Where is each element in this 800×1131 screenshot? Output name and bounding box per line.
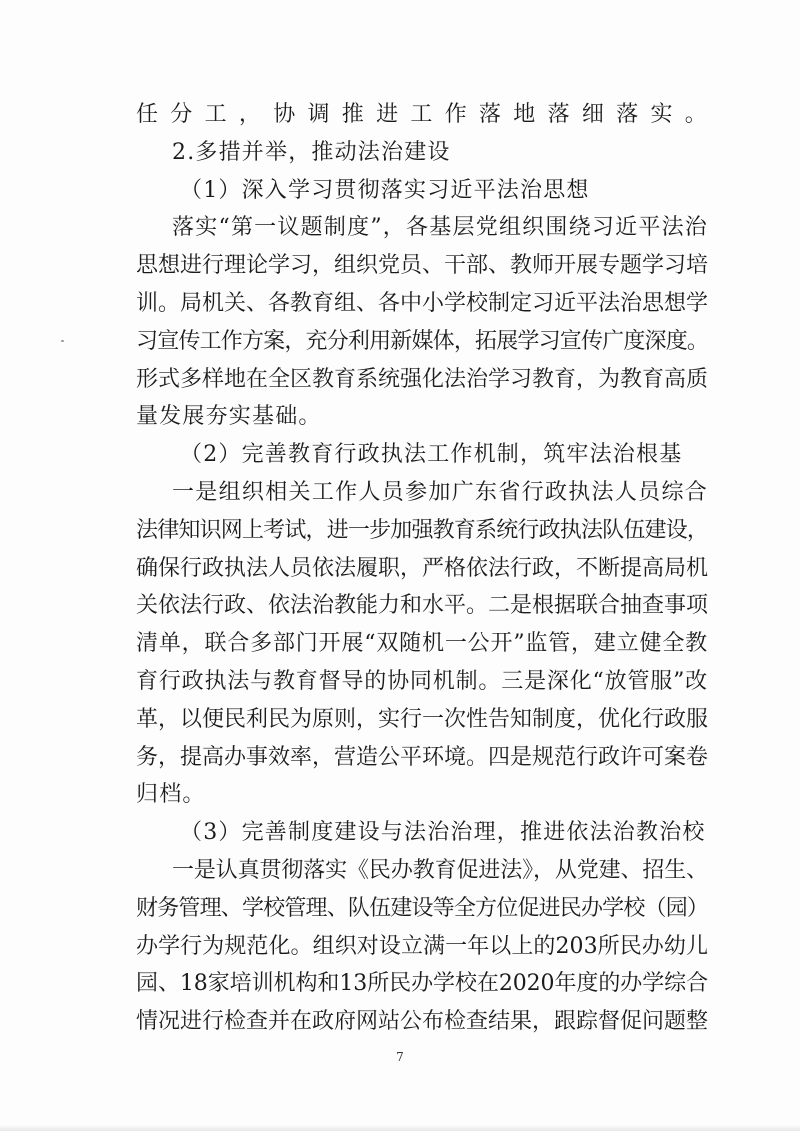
section-heading: [136, 134, 708, 172]
text-line-content: 办学行为规范化。组织对设立满一年以上的203所民办幼儿: [136, 933, 708, 959]
scan-edge: [0, 1124, 800, 1131]
subsection-heading: [136, 436, 708, 474]
text-line-content: 归档。: [136, 782, 206, 808]
document-body: [136, 96, 708, 1041]
text-line: [136, 890, 708, 928]
page-number: 7: [396, 1050, 404, 1064]
text-line-content: 确保行政执法人员依法履职，严格依法行政，不断提高局机: [136, 555, 708, 581]
text-line: [136, 474, 708, 512]
text-line: [136, 625, 708, 663]
text-line-content: 务，提高办事效率，营造公平环境。四是规范行政许可案卷: [136, 744, 708, 770]
text-line: [136, 209, 708, 247]
text-line: [136, 739, 708, 777]
text-line: [136, 928, 708, 966]
text-line-content: 法律知识网上考试，进一步加强教育系统行政执法队伍建设，: [136, 517, 708, 543]
text-line-content: 量发展夯实基础。: [136, 404, 322, 430]
text-line: [136, 587, 708, 625]
text-line-content: 革，以便民利民为原则，实行一次性告知制度，优化行政服: [136, 706, 708, 732]
text-line: [136, 361, 708, 399]
text-line-content: 思想进行理论学习，组织党员、干部、教师开展专题学习培: [136, 253, 708, 279]
text-line-content: 任分工，协调推进工作落地落细落实。: [136, 102, 708, 127]
text-line-content: 关依法行政、依法治教能力和水平。二是根据联合抽查事项: [136, 593, 708, 619]
text-line-content: 育行政执法与教育督导的协同机制。三是深化“放管服”改: [136, 668, 708, 694]
text-line-content: 一是组织相关工作人员参加广东省行政执法人员综合: [172, 479, 708, 505]
text-line-content: 清单，联合多部门开展“双随机一公开”监管，建立健全教: [136, 631, 708, 657]
text-line: [136, 663, 708, 701]
scan-speck: [61, 340, 64, 342]
text-line: [136, 550, 708, 588]
text-line: [136, 852, 708, 890]
text-line: [136, 96, 708, 134]
text-line: [136, 701, 708, 739]
subsection-heading: [136, 172, 708, 210]
text-line: [136, 776, 708, 814]
text-line-content: 习宣传工作方案，充分利用新媒体，拓展学习宣传广度深度。: [136, 328, 708, 354]
subsection-heading-text: （2）完善教育行政执法工作机制，筑牢法治根基: [180, 442, 683, 468]
subsection-heading-text: （1）深入学习贯彻落实习近平法治思想: [180, 177, 590, 203]
text-line-content: 财务管理、学校管理、队伍建设等全方位促进民办学校（园）: [136, 895, 708, 921]
text-line-content: 训。局机关、各教育组、各中小学校制定习近平法治思想学: [136, 290, 708, 316]
text-line-content: 一是认真贯彻落实《民办教育促进法》，从党建、招生、: [172, 857, 708, 883]
text-line-content: 情况进行检查并在政府网站公布检查结果，跟踪督促问题整: [136, 1009, 708, 1035]
text-line: [136, 1003, 708, 1041]
text-line-content: 落实“第一议题制度”，各基层党组织围绕习近平法治: [172, 215, 708, 241]
text-line: [136, 323, 708, 361]
subsection-heading-text: （3）完善制度建设与法治治理，推进依法治教治校: [180, 820, 706, 846]
text-line: [136, 285, 708, 323]
text-line: [136, 247, 708, 285]
text-line-content: 园、18家培训机构和13所民办学校在2020年度的办学综合: [136, 971, 708, 997]
text-line: [136, 398, 708, 436]
text-line-content: 形式多样地在全区教育系统强化法治学习教育，为教育高质: [136, 366, 708, 392]
section-heading-text: 2.多措并举，推动法治建设: [172, 139, 451, 165]
text-line: [136, 965, 708, 1003]
subsection-heading: [136, 814, 708, 852]
text-line: [136, 512, 708, 550]
